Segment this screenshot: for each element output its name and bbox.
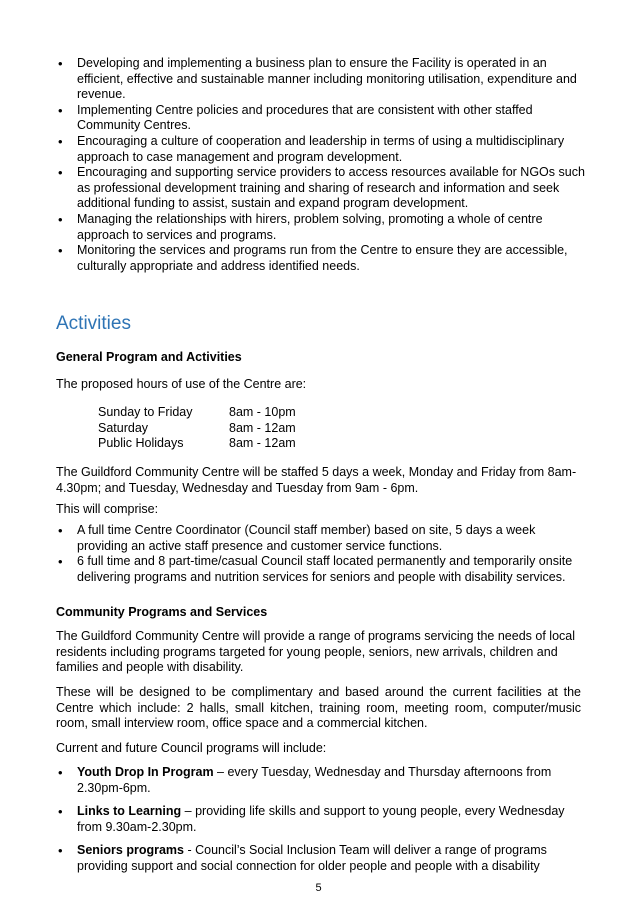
hours-table: [98, 405, 296, 452]
list-item: • Managing the relationships with hirers, problem solving, promoting a whole of centre approach to services and programs.: [56, 212, 586, 243]
general-program-heading: General Program and Activities: [56, 350, 242, 364]
community-paragraph-1: The Guildford Community Centre will provide a range of programs servicing the needs of local residents including programs targeted for young people, seniors, new arrivals, children and families and people with disability.: [56, 629, 575, 675]
list-item: • Developing and implementing a business plan to ensure the Facility is operated in an efficient, effective and sustainable manner including monitoring utilisation, expenditure and revenue.: [56, 56, 586, 103]
hours-time: 8am - 12am: [229, 436, 296, 451]
community-programs-heading: Community Programs and Services: [56, 605, 268, 619]
programs-intro: Current and future Council programs will include:: [56, 741, 327, 755]
program-name: Links to Learning: [77, 804, 182, 819]
table-row: [98, 421, 296, 437]
programs-list: [56, 765, 586, 883]
list-item: • 6 full time and 8 part-time/casual Council staff located permanently and temporarily onsite delivering programs and nutrition services for seniors and people with disability services.: [56, 554, 586, 585]
list-item: • Implementing Centre policies and procedures that are consistent with other staffed Community Centres.: [56, 103, 586, 134]
hours-day: Public Holidays: [98, 436, 184, 451]
list-item: • Encouraging a culture of cooperation and leadership in terms of using a multidisciplinary approach to case management and program development.: [56, 134, 586, 165]
table-row: [98, 436, 296, 452]
list-item: [56, 804, 586, 835]
program-name: Youth Drop In Program: [77, 765, 214, 779]
responsibilities-list: [56, 56, 586, 274]
program-name: Seniors programs: [77, 843, 184, 858]
staff-list: [56, 523, 586, 585]
hours-intro: The proposed hours of use of the Centre are:: [56, 377, 307, 391]
list-item: • Encouraging and supporting service providers to access resources available for NGOs such as professional development training and sharing of research and information and seek additional funding to assist, sustain and expand program development.: [56, 165, 586, 212]
community-paragraph-2: These will be designed to be complimentary and based around the current facilities at the Centre which include: 2 halls, small kitchen, training room, meeting room, computer/music room, small interview room, office space and a commercial kitchen.: [56, 685, 581, 731]
hours-time: 8am - 12am: [229, 420, 296, 435]
comprise-intro: This will comprise:: [56, 502, 159, 516]
program-description: – providing life skills and support to young people, every Wednesday from 9.30am-2.30pm.: [77, 804, 565, 834]
table-row: [98, 405, 296, 421]
list-item: • A full time Centre Coordinator (Council staff member) based on site, 5 days a week providing an active staff presence and customer service functions.: [56, 523, 586, 554]
program-description: - Council’s Social Inclusion Team will deliver a range of programs providing support and social connection for older people and people with a disability: [77, 843, 547, 873]
list-item: [56, 765, 586, 796]
hours-day: Saturday: [98, 420, 149, 435]
hours-time: 8am - 10pm: [229, 405, 296, 419]
page-number: 5: [315, 882, 322, 894]
hours-day: Sunday to Friday: [98, 405, 193, 419]
list-item: [56, 843, 586, 874]
list-item: • Monitoring the services and programs run from the Centre to ensure they are accessible, culturally appropriate and address identified needs.: [56, 243, 586, 274]
staffing-paragraph: The Guildford Community Centre will be staffed 5 days a week, Monday and Friday from 8am-4.30pm; and Tuesday, Wednesday and Tuesday from 9am - 6pm.: [56, 465, 577, 495]
activities-heading: Activities: [56, 313, 131, 334]
program-description: – every Tuesday, Wednesday and Thursday afternoons from 2.30pm-6pm.: [77, 765, 552, 795]
